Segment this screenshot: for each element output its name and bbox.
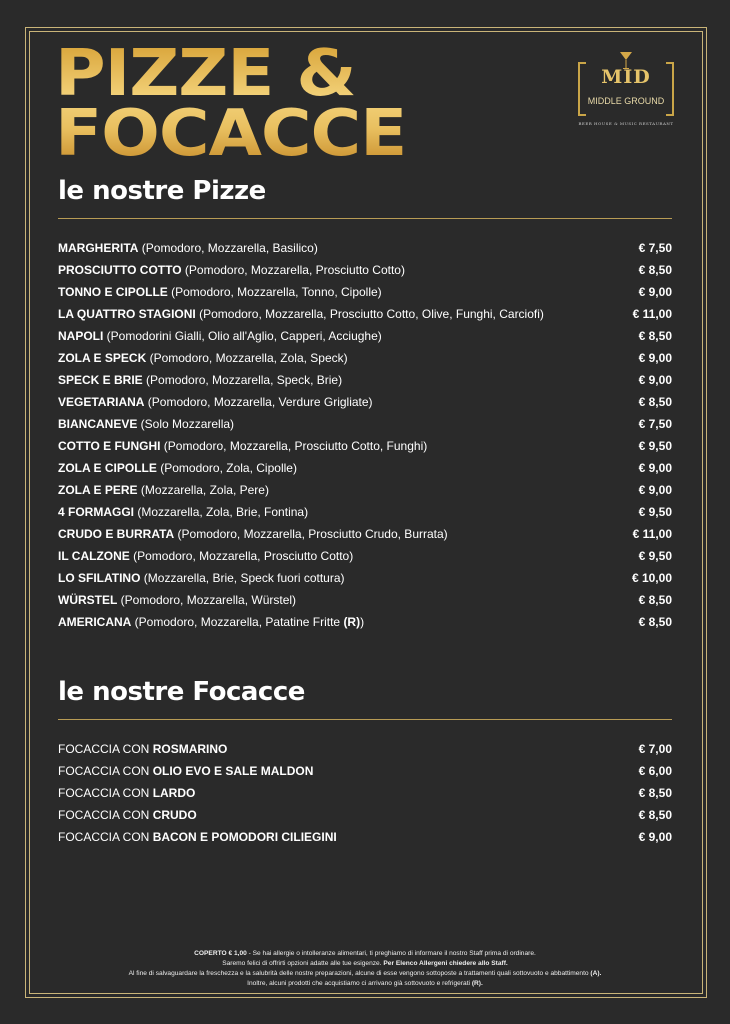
menu-item	[58, 611, 672, 633]
item-ingredients: (Pomodoro, Mozzarella, Patatine Fritte	[131, 615, 344, 629]
item-ingredients: (Mozzarella, Brie, Speck fuori cottura)	[140, 571, 345, 585]
item-name: OLIO EVO E SALE MALDON	[152, 764, 314, 778]
menu-item	[58, 369, 672, 391]
item-price: € 8,50	[638, 593, 672, 607]
divider	[58, 719, 672, 720]
item-name: 4 FORMAGGI	[58, 505, 135, 519]
item-name: ROSMARINO	[152, 742, 228, 756]
item-text	[58, 479, 269, 501]
refrigerated-note: Inoltre, alcuni prodotti che acquistiamo ci arrivano già sottovuoto e refrigerati	[247, 980, 472, 987]
item-text	[58, 325, 382, 347]
item-prefix: FOCACCIA CON	[58, 786, 153, 800]
item-text	[58, 281, 382, 303]
item-price: € 8,50	[638, 786, 672, 800]
menu-item	[58, 501, 672, 523]
logo	[578, 54, 674, 126]
item-name: SPECK E BRIE	[58, 373, 143, 387]
item-name: PROSCIUTTO COTTO	[58, 263, 182, 277]
freshness-note: Al fine di salvaguardare la freschezza e la salubrità delle nostre preparazioni, alcune di esse vengono sottoposte a trattamenti quali sottovuoto e abbattimento	[128, 970, 591, 977]
pizze-list	[58, 237, 672, 633]
item-ingredients: (Pomodoro, Mozzarella, Prosciutto Cotto)	[181, 263, 405, 277]
item-text	[58, 782, 195, 804]
menu-item	[58, 347, 672, 369]
item-prefix: FOCACCIA CON	[58, 830, 153, 844]
menu-item	[58, 413, 672, 435]
item-text	[58, 567, 345, 589]
item-text	[58, 369, 342, 391]
menu-item	[58, 435, 672, 457]
focacce-list	[58, 738, 672, 848]
item-price: € 9,00	[638, 461, 672, 475]
item-name: ZOLA E PERE	[58, 483, 138, 497]
item-ingredients: (Pomodoro, Mozzarella, Tonno, Cipolle)	[167, 285, 382, 299]
mark-a: (A).	[590, 970, 602, 977]
item-name: ZOLA E CIPOLLE	[58, 461, 157, 475]
logo-name: MID	[601, 66, 651, 88]
item-price: € 10,00	[631, 571, 672, 585]
item-name: LARDO	[152, 786, 196, 800]
item-price: € 9,00	[638, 830, 672, 844]
item-ingredients: (Pomodoro, Mozzarella, Prosciutto Cotto)	[129, 549, 354, 563]
item-text	[58, 611, 364, 633]
item-text	[58, 413, 234, 435]
item-price: € 7,50	[638, 241, 672, 255]
item-text	[58, 760, 313, 782]
item-name: MARGHERITA	[58, 241, 139, 255]
item-text	[58, 457, 297, 479]
menu-item	[58, 589, 672, 611]
logo-tagline: BEER HOUSE & MUSIC RESTAURANT	[578, 121, 674, 126]
menu-item	[58, 545, 672, 567]
title-line-2: FOCACCE	[55, 97, 407, 171]
menu-item	[58, 804, 672, 826]
menu-item	[58, 281, 672, 303]
menu-item	[58, 479, 672, 501]
item-price: € 9,00	[638, 351, 672, 365]
menu-item	[58, 259, 672, 281]
item-ingredients: (Pomodoro, Mozzarella, Verdure Grigliate)	[144, 395, 373, 409]
item-name: BIANCANEVE	[58, 417, 138, 431]
item-price: € 11,00	[632, 527, 672, 541]
menu-item	[58, 391, 672, 413]
item-name: LA QUATTRO STAGIONI	[58, 307, 196, 321]
item-name: ZOLA E SPECK	[58, 351, 147, 365]
raw-mark: (R)	[343, 615, 361, 629]
item-price: € 8,50	[638, 615, 672, 629]
menu-item	[58, 738, 672, 760]
item-name: LO SFILATINO	[58, 571, 141, 585]
item-text	[58, 738, 227, 760]
item-name: TONNO E CIPOLLE	[58, 285, 168, 299]
item-name: IL CALZONE	[58, 549, 130, 563]
item-name: CRUDO E BURRATA	[58, 527, 175, 541]
item-price: € 7,00	[638, 742, 672, 756]
item-ingredients: (Pomodoro, Mozzarella, Basilico)	[138, 241, 318, 255]
menu-item	[58, 782, 672, 804]
menu-item	[58, 303, 672, 325]
item-ingredients: (Pomodoro, Mozzarella, Prosciutto Cotto, Olive, Funghi, Carciofi)	[195, 307, 544, 321]
page-title	[55, 37, 407, 171]
item-price: € 9,50	[638, 439, 672, 453]
item-text	[58, 501, 308, 523]
mark-r: (R).	[471, 980, 483, 987]
allergen-list-note: Per Elenco Allergeni chiedere allo Staff.	[383, 960, 508, 967]
item-ingredients: (Pomodoro, Mozzarella, Prosciutto Crudo, Burrata)	[174, 527, 448, 541]
item-price: € 8,50	[638, 395, 672, 409]
menu-item	[58, 457, 672, 479]
item-price: € 11,00	[632, 307, 672, 321]
item-name: NAPOLI	[58, 329, 104, 343]
item-price: € 9,00	[638, 285, 672, 299]
divider	[58, 218, 672, 219]
menu-item	[58, 325, 672, 347]
item-ingredients: (Pomodoro, Mozzarella, Zola, Speck)	[146, 351, 348, 365]
menu-item	[58, 826, 672, 848]
coperto: COPERTO € 1,00	[194, 950, 247, 957]
item-prefix: FOCACCIA CON	[58, 808, 153, 822]
item-text	[58, 303, 544, 325]
menu-item	[58, 760, 672, 782]
menu-item	[58, 523, 672, 545]
item-name: COTTO E FUNGHI	[58, 439, 161, 453]
logo-subtitle: MIDDLE GROUND	[587, 96, 665, 106]
item-ingredients: (Mozzarella, Zola, Pere)	[137, 483, 269, 497]
title-line-1: PIZZE &	[55, 37, 356, 111]
footer-notes	[40, 949, 690, 989]
item-ingredients-close: )	[360, 615, 365, 629]
pizze-heading: le nostre Pizze	[58, 176, 266, 206]
item-price: € 6,00	[638, 764, 672, 778]
item-text	[58, 804, 197, 826]
options-note: Saremo felici di offrirti opzioni adatte alle tue esigenze.	[222, 960, 384, 967]
menu-item	[58, 567, 672, 589]
item-prefix: FOCACCIA CON	[58, 742, 153, 756]
item-price: € 9,00	[638, 483, 672, 497]
item-price: € 8,50	[638, 263, 672, 277]
item-text	[58, 826, 337, 848]
item-price: € 8,50	[638, 329, 672, 343]
focacce-heading: le nostre Focacce	[58, 677, 305, 707]
item-text	[58, 589, 296, 611]
item-name: CRUDO	[152, 808, 197, 822]
item-ingredients: (Pomodoro, Zola, Cipolle)	[156, 461, 297, 475]
item-text	[58, 435, 427, 457]
item-ingredients: (Solo Mozzarella)	[137, 417, 235, 431]
item-name: AMERICANA	[58, 615, 132, 629]
item-text	[58, 545, 353, 567]
item-ingredients: (Pomodorini Gialli, Olio all'Aglio, Capperi, Acciughe)	[103, 329, 382, 343]
item-prefix: FOCACCIA CON	[58, 764, 153, 778]
item-ingredients: (Pomodoro, Mozzarella, Speck, Brie)	[142, 373, 343, 387]
item-text	[58, 391, 373, 413]
item-text	[58, 347, 348, 369]
item-text	[58, 259, 405, 281]
item-price: € 8,50	[638, 808, 672, 822]
item-price: € 9,50	[638, 505, 672, 519]
item-price: € 9,50	[638, 549, 672, 563]
item-ingredients: (Pomodoro, Mozzarella, Würstel)	[117, 593, 297, 607]
item-text	[58, 523, 448, 545]
item-name: BACON E POMODORI CILIEGINI	[152, 830, 337, 844]
allergy-note: - Se hai allergie o intolleranze alimentari, ti preghiamo di informare il nostro Staff prima di ordinare.	[246, 950, 536, 957]
item-price: € 9,00	[638, 373, 672, 387]
item-text	[58, 237, 318, 259]
item-price: € 7,50	[638, 417, 672, 431]
item-name: WÜRSTEL	[58, 593, 118, 607]
item-ingredients: (Pomodoro, Mozzarella, Prosciutto Cotto, Funghi)	[160, 439, 428, 453]
item-ingredients: (Mozzarella, Zola, Brie, Fontina)	[134, 505, 309, 519]
menu-item	[58, 237, 672, 259]
item-name: VEGETARIANA	[58, 395, 145, 409]
